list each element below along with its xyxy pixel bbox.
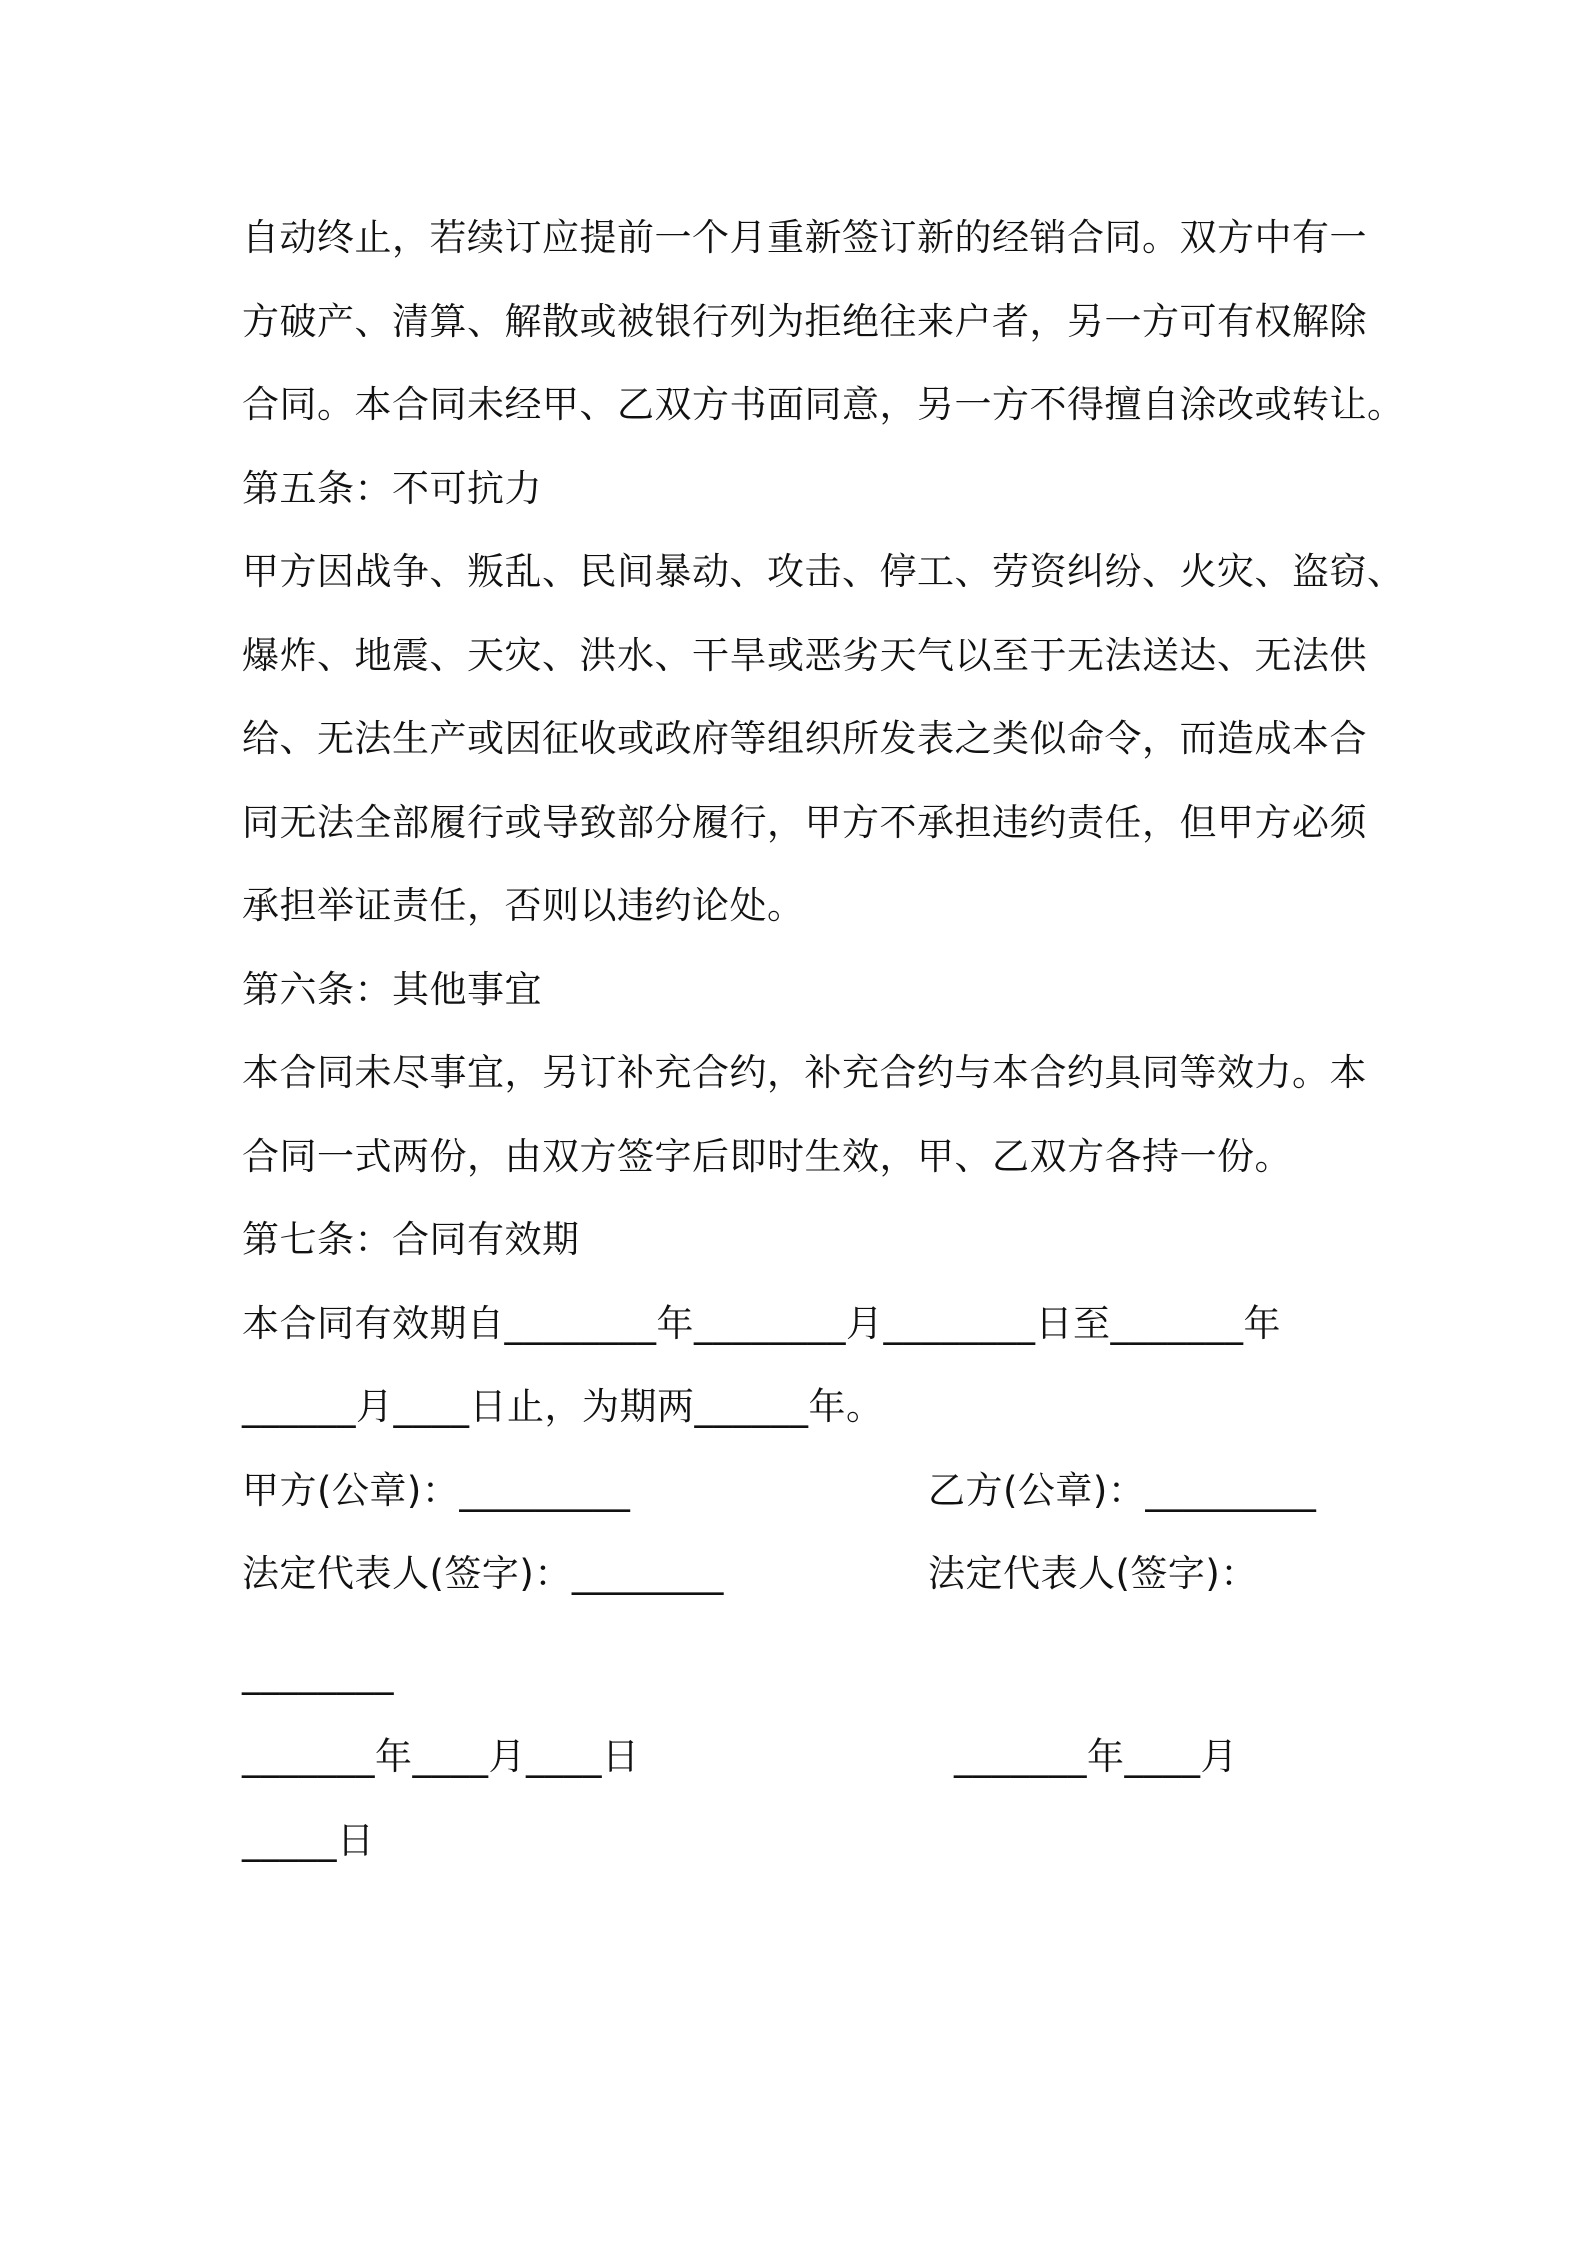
party-b-seal: 乙方(公章)：_________	[928, 1468, 1317, 1512]
party-b-representative: 法定代表人(签字)：	[928, 1552, 1258, 1595]
contract-text	[242, 196, 1405, 1882]
party-a-representative: 法定代表人(签字)：________	[242, 1552, 724, 1595]
representative-blank-row	[242, 1632, 1362, 1716]
paragraph-line: 同无法全部履行或导致部分履行，甲方不承担违约责任，但甲方必须	[242, 800, 1367, 844]
paragraph-line: 甲方因战争、叛乱、民间暴动、攻击、停工、劳资纠纷、火灾、盗窃、	[242, 550, 1405, 593]
party-b-representative-blank: ________	[242, 1651, 394, 1695]
date-row	[242, 1715, 1362, 1799]
article-7-heading: 第七条：合同有效期	[242, 1218, 580, 1261]
paragraph-line: 给、无法生产或因征收或政府等组织所发表之类似命令，而造成本合	[242, 717, 1367, 760]
seal-row	[242, 1449, 1362, 1533]
representative-row	[242, 1532, 1362, 1616]
article-6-heading: 第六条：其他事宜	[242, 967, 542, 1011]
party-b-date: _______年____月	[954, 1735, 1238, 1778]
validity-period-line: 本合同有效期自________年________月________日至_______年	[242, 1301, 1281, 1345]
paragraph-line: 爆炸、地震、天灾、洪水、干旱或恶劣天气以至于无法送达、无法供	[242, 633, 1367, 677]
paragraph-line: 本合同未尽事宜，另订补充合约，补充合约与本合约具同等效力。本	[242, 1051, 1367, 1094]
article-5-heading: 第五条：不可抗力	[242, 466, 542, 510]
party-a-seal: 甲方(公章)：_________	[242, 1468, 631, 1512]
paragraph-line: 方破产、清算、解散或被银行列为拒绝往来户者，另一方可有权解除	[242, 299, 1367, 343]
paragraph-line: 合同一式两份，由双方签字后即时生效，甲、乙双方各持一份。	[242, 1134, 1292, 1178]
paragraph-line: 自动终止，若续订应提前一个月重新签订新的经销合同。双方中有一	[242, 216, 1367, 259]
paragraph-line: 承担举证责任，否则以违约论处。	[242, 884, 805, 927]
paragraph-line: 合同。本合同未经甲、乙双方书面同意，另一方不得擅自涂改或转让。	[242, 383, 1405, 426]
party-a-date: _______年____月____日	[242, 1735, 640, 1778]
party-b-date-day: _____日	[242, 1818, 375, 1862]
validity-period-line: ______月____日止，为期两______年。	[242, 1385, 884, 1428]
date-day-row	[242, 1799, 1362, 1883]
